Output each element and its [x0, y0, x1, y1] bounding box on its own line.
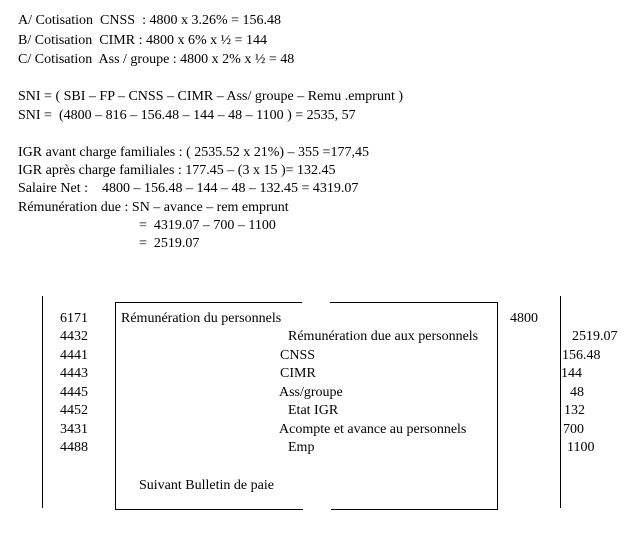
- sni-value-line: SNI = (4800 – 816 – 156.48 – 144 – 48 – 1100 ) = 2535, 57: [18, 108, 356, 123]
- credit-entry-label: Emp: [288, 440, 315, 455]
- journal-right-rule: [560, 296, 561, 508]
- account-number: 3431: [60, 422, 88, 437]
- credit-entry-label: Etat IGR: [288, 403, 339, 418]
- account-number: 4441: [60, 348, 88, 363]
- igr-avant-line: IGR avant charge familiales : ( 2535.52 x 21%) – 355 =177,45: [18, 145, 369, 160]
- journal-inner-left-rule: [115, 302, 116, 510]
- credit-amount: 700: [563, 422, 584, 437]
- remuneration-due-line: Rémunération due : SN – avance – rem emprunt: [18, 200, 289, 215]
- journal-footer-note: Suivant Bulletin de paie: [139, 478, 274, 493]
- journal-top-rule-gap: [302, 301, 330, 304]
- account-number: 4445: [60, 385, 88, 400]
- debit-amount: 4800: [510, 311, 538, 326]
- credit-entry-label: Rémunération due aux personnels: [288, 329, 479, 344]
- account-number: 4452: [60, 403, 88, 418]
- credit-amount: 132: [564, 403, 585, 418]
- credit-amount: 2519.07: [572, 329, 618, 344]
- credit-entry-label: Acompte et avance au personnels: [279, 422, 467, 437]
- credit-entry-label: CNSS: [280, 348, 316, 363]
- cotisation-ass-groupe-line: C/ Cotisation Ass / groupe : 4800 x 2% x ½ = 48: [18, 52, 295, 67]
- remuneration-step2-line: = 2519.07: [139, 236, 200, 251]
- credit-amount: 144: [561, 366, 582, 381]
- sni-formula-line: SNI = ( SBI – FP – CNSS – CIMR – Ass/ groupe – Remu .emprunt ): [18, 89, 404, 104]
- account-number: 6171: [60, 311, 88, 326]
- journal-left-rule: [42, 296, 43, 508]
- account-number: 4443: [60, 366, 88, 381]
- credit-amount: 156.48: [562, 348, 601, 363]
- journal-inner-right-rule: [497, 302, 498, 510]
- credit-amount: 48: [570, 385, 584, 400]
- remuneration-step1-line: = 4319.07 – 700 – 1100: [139, 218, 276, 233]
- credit-entry-label: Ass/groupe: [279, 385, 343, 400]
- cotisation-cimr-line: B/ Cotisation CIMR : 4800 x 6% x ½ = 144: [18, 33, 268, 48]
- journal-bottom-rule-gap: [303, 508, 331, 511]
- account-number: 4488: [60, 440, 88, 455]
- cotisation-cnss-line: A/ Cotisation CNSS : 4800 x 3.26% = 156.48: [18, 13, 282, 28]
- salaire-net-line: Salaire Net : 4800 – 156.48 – 144 – 48 – 132.45 = 4319.07: [18, 181, 359, 196]
- debit-entry-label: Rémunération du personnels: [121, 311, 282, 326]
- igr-apres-line: IGR après charge familiales : 177.45 – (3 x 15 )= 132.45: [18, 163, 336, 178]
- credit-amount: 1100: [567, 440, 595, 455]
- credit-entry-label: CIMR: [280, 366, 316, 381]
- account-number: 4432: [60, 329, 88, 344]
